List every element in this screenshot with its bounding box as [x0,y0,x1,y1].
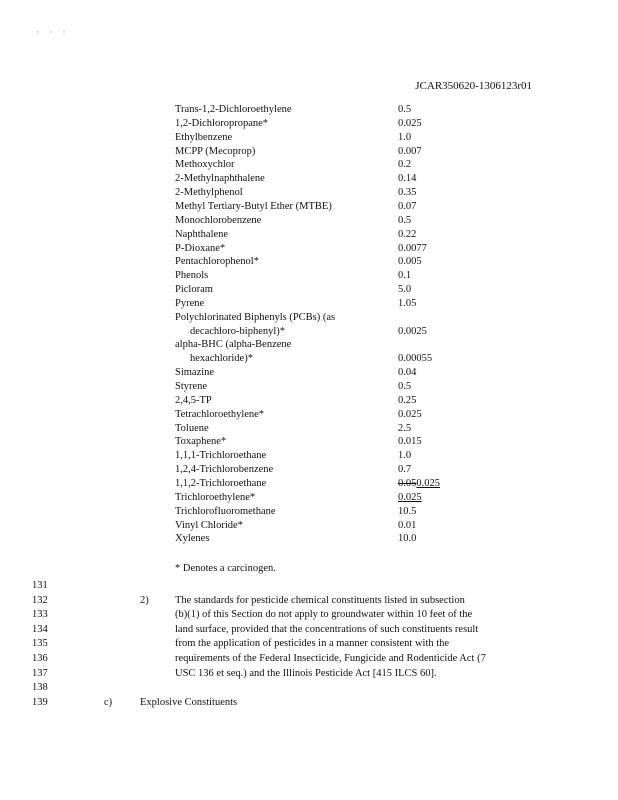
value-text: 0.25 [398,394,417,406]
constituent-value [398,450,411,462]
constituent-name: P-Dioxane* [175,242,226,254]
constituent-value [398,201,416,213]
section-label: c) [104,696,113,708]
constituent-value [398,256,422,268]
constituent-value [398,104,411,116]
constituent-name: Trichlorofluoromethane [175,505,276,517]
constituent-value [398,478,440,490]
constituent-value [398,464,411,476]
value-text: 0.025 [398,491,422,503]
value-text: 0.04 [398,367,417,379]
line-number: 137 [32,667,48,679]
constituent-name: 2-Methylnaphthalene [175,173,265,185]
constituent-value [398,423,411,435]
paragraph-line: land surface, provided that the concentrations of such constituents result [175,623,479,635]
paragraph-line: requirements of the Federal Insecticide, Fungicide and Rodenticide Act (7 [175,653,486,664]
constituent-name: Tetrachloroethylene* [175,408,265,420]
line-number: 132 [32,594,48,606]
value-text: 0.015 [398,436,422,448]
line-number: 135 [32,638,48,650]
value-text: 2.5 [398,422,412,434]
constituent-value [398,492,422,504]
constituent-name: 1,2,4-Trichlorobenzene [175,464,274,476]
value-text: 5.0 [398,284,412,296]
constituent-value [398,132,411,144]
constituent-name: Toluene [175,422,209,434]
value-text: 0.007 [398,145,422,157]
paragraph-line: (b)(1) of this Section do not apply to groundwater within 10 feet of the [175,609,473,621]
constituent-name: Toxaphene* [175,436,227,448]
value-text: 10.0 [398,533,417,545]
line-number: 139 [32,696,48,708]
value-text: 0.025 [398,408,422,420]
constituent-value [398,381,411,393]
constituent-value [398,215,411,227]
constituent-name: 1,1,1-Trichloroethane [175,450,267,462]
constituent-value [398,173,416,185]
constituent-name: decachloro-biphenyl)* [190,325,286,337]
value-text: 1.0 [398,131,412,143]
constituent-value [398,367,416,379]
document-id: JCAR350620-1306123r01 [415,80,532,92]
constituent-value [398,395,416,407]
value-text: 0.35 [398,187,417,199]
value-text: 0.025 [398,117,422,129]
constituent-name: Ethylbenzene [175,131,233,143]
paragraph-label: 2) [140,594,149,606]
line-number: 136 [32,653,48,664]
constituent-value [398,270,411,282]
value-text: 1.0 [398,450,412,462]
value-text: 0.14 [398,173,417,185]
value-text: 0.22 [398,228,417,240]
value-text: 0.5 [398,104,412,115]
constituent-value [398,436,422,448]
constituent-name: Naphthalene [175,228,229,240]
constituent-value [398,298,416,310]
constituent-name: hexachloride)* [190,353,253,365]
constituent-name: Polychlorinated Biphenyls (PCBs) (as [175,311,336,323]
section-title: Explosive Constituents [140,696,238,708]
constituent-name: 1,1,2-Trichloroethane [175,477,267,489]
inserted-value: 0.025 [416,477,440,489]
constituent-value [398,118,422,130]
constituent-name: Simazine [175,367,215,379]
constituent-value [398,187,416,199]
value-text: 0.07 [398,200,417,212]
constituent-name: Pentachlorophenol* [175,256,259,268]
constituent-value [398,284,411,296]
constituent-value [398,243,427,255]
constituent-name: alpha-BHC (alpha-Benzene [175,339,292,351]
constituent-name: 2-Methylphenol [175,187,243,199]
value-text: 1.05 [398,297,417,309]
constituent-name: 1,2-Dichloropropane* [175,117,269,129]
value-text: 0.1 [398,270,412,282]
constituent-value [398,229,416,241]
value-text: 0.0077 [398,242,427,254]
paragraph-line: The standards for pesticide chemical constituents listed in subsection [175,594,465,606]
paragraph-line: USC 136 et seq.) and the Illinois Pesticide Act [415 ILCS 60]. [175,667,437,679]
constituent-name: 2,4,5-TP [175,394,212,406]
constituent-name: Monochlorobenzene [175,214,262,226]
value-text: 0.5 [398,381,412,392]
value-text: 0.2 [398,159,412,171]
constituent-value [398,409,422,421]
constituent-value [398,506,416,518]
line-number: 131 [32,580,48,591]
constituent-name: Phenols [175,270,209,282]
struck-value: 0.05 [398,477,417,489]
constituent-name: Styrene [175,381,208,392]
page-corner-mark: · · · [36,27,70,37]
carcinogen-footnote: * Denotes a carcinogen. [175,563,276,574]
constituent-value [398,353,432,365]
constituent-name: Xylenes [175,533,210,545]
constituent-value [398,533,416,545]
value-text: 0.0025 [398,325,427,337]
paragraph-line: from the application of pesticides in a manner consistent with the [175,638,450,650]
constituent-value [398,326,427,338]
constituent-value [398,159,411,171]
value-text: 0.005 [398,256,422,268]
value-text: 0.5 [398,214,412,226]
constituent-name: Trichloroethylene* [175,491,256,503]
value-text: 10.5 [398,505,417,517]
value-text: 0.00055 [398,353,433,365]
value-text: 0.7 [398,464,412,476]
constituent-name: Pyrene [175,297,205,309]
line-number: 134 [32,623,48,635]
constituent-name: Methyl Tertiary-Butyl Ether (MTBE) [175,200,332,212]
constituent-name: Picloram [175,284,213,296]
constituent-value [398,146,422,158]
constituent-name: Trans-1,2-Dichloroethylene [175,104,292,115]
line-number: 138 [32,682,48,694]
value-text: 0.01 [398,519,417,531]
line-number: 133 [32,609,48,621]
constituent-name: Methoxychlor [175,159,235,171]
constituent-name: MCPP (Mecoprop) [175,145,256,157]
constituent-name: Vinyl Chloride* [175,519,243,531]
constituent-value [398,520,416,532]
